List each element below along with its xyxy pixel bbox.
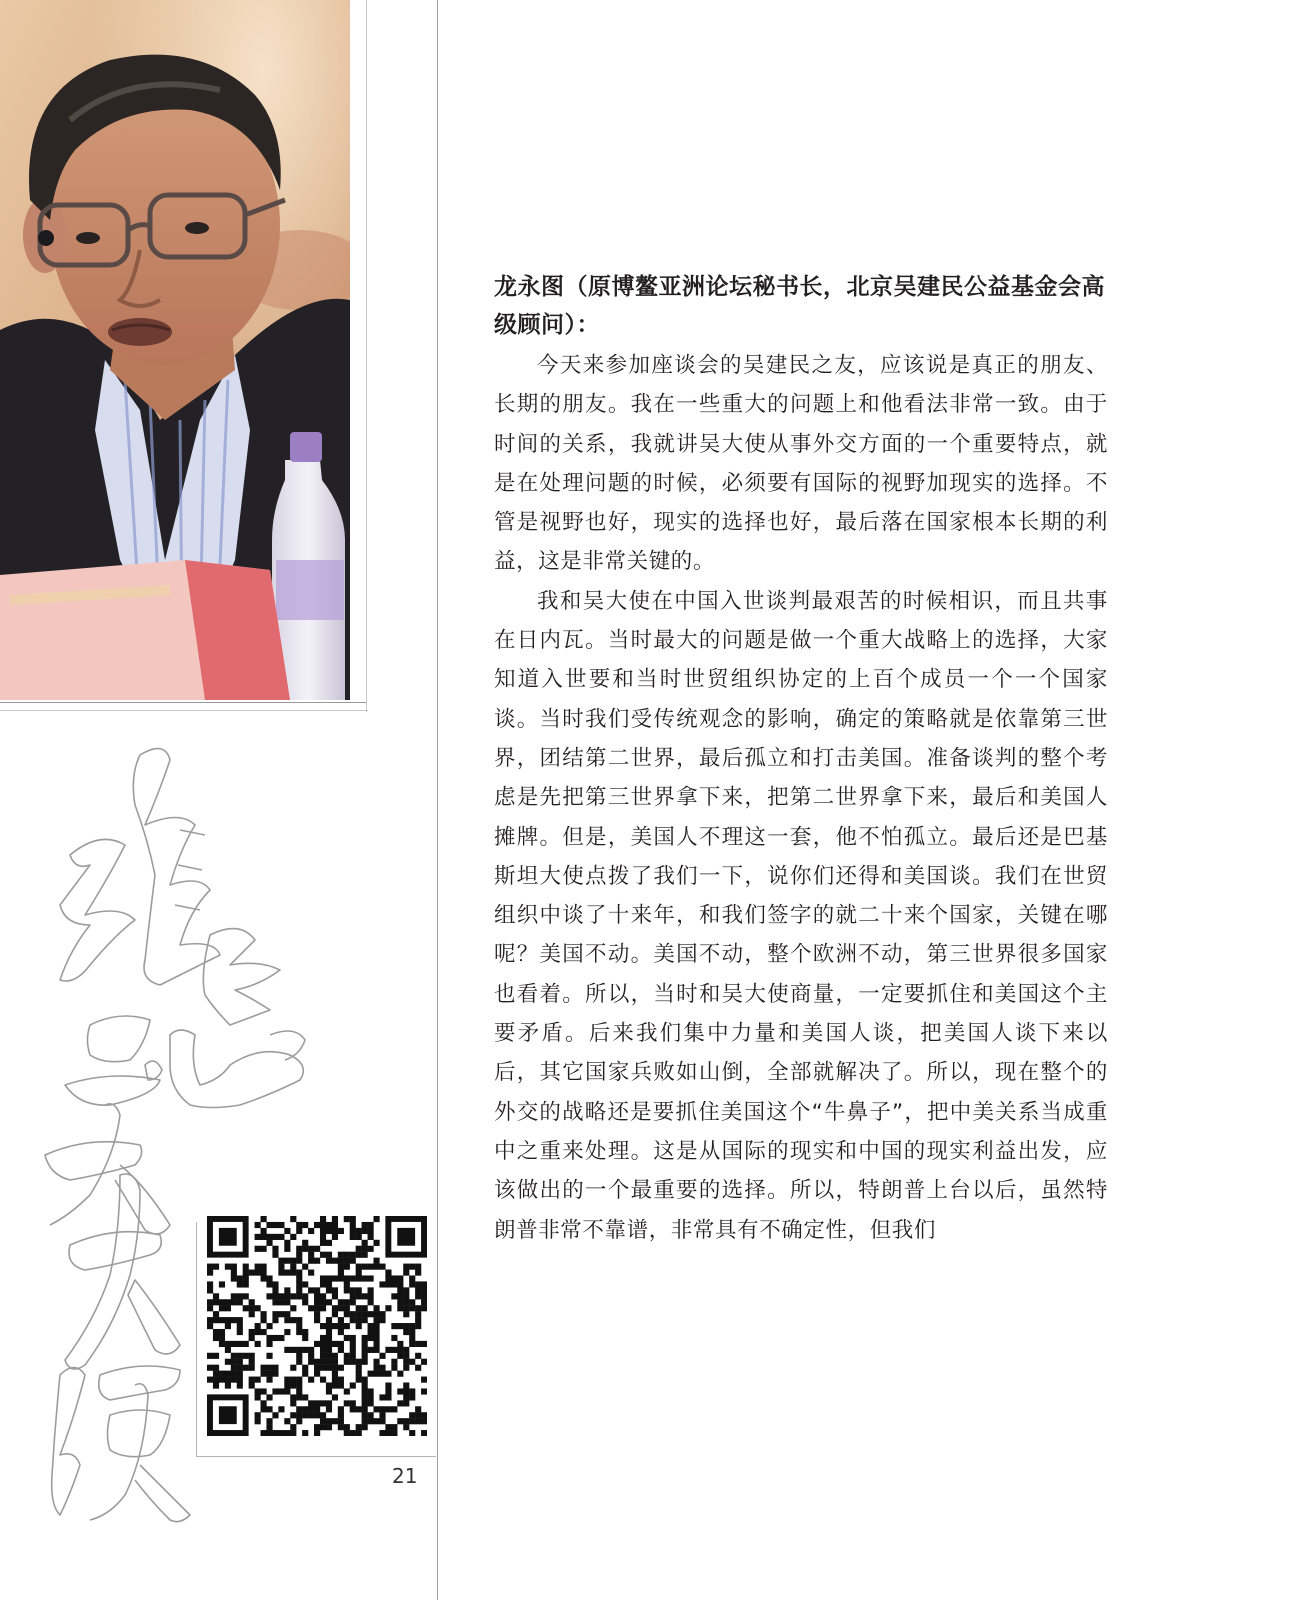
photo-frame-side (366, 0, 367, 712)
column-rule (437, 0, 438, 1600)
qr-code[interactable] (207, 1216, 427, 1436)
footer-rule-vertical (196, 1222, 197, 1456)
article-heading: 龙永图（原博鳌亚洲论坛秘书长，北京吴建民公益基金会高级顾问）： (494, 274, 1105, 338)
article-paragraph: 今天来参加座谈会的吴建民之友，应该说是真正的朋友、长期的朋友。我在一些重大的问题上和他看法非常一致。由于时间的关系，我就讲吴大使从事外交方面的一个重要特点，就是在处理问题的时候，必须要有国际的视野加现实的选择。不管是视野也好，现实的选择也好，最后落在国家根本长期的利益，这是非常关键的。 (494, 353, 1108, 575)
page-number: 21 (392, 1464, 418, 1488)
photo-frame-line (0, 702, 366, 703)
article-paragraph: 我和吴大使在中国入世谈判最艰苦的时候相识，而且共事在日内瓦。当时最大的问题是做一个重大战略上的选择，大家知道入世要和当时世贸组织协定的上百个成员一个一个国家谈。当时我们受传统观念的影响，确定的策略就是依靠第三世界，团结第二世界，最后孤立和打击美国。准备谈判的整个考虑是先把第三世界拿下来，把第二世界拿下来，最后和美国人摊牌。但是，美国人不理这一套，他不怕孤立。最后还是巴基斯坦大使点拨了我们一下，说你们还得和美国谈。我们在世贸组织中谈了十来年，和我们签字的就二十来个国家，关键在哪呢？美国不动。美国不动，整个欧洲不动，第三世界很多国家也看着。所以，当时和吴大使商量，一定要抓住和美国这个主要矛盾。后来我们集中力量和美国人谈，把美国人谈下来以后，其它国家兵败如山倒，全部就解决了。所以，现在整个的外交的战略还是要抓住美国这个“牛鼻子”，把中美关系当成重中之重来处理。这是从国际的现实和中国的现实利益出发，应该做出的一个最重要的选择。所以，特朗普上台以后，虽然特朗普非常不靠谱，非常具有不确定性，但我们 (494, 588, 1108, 1243)
photo-frame-line-secondary (0, 710, 368, 711)
qr-code-graphic (207, 1216, 427, 1436)
article (494, 268, 1108, 1250)
speaker-photo (0, 0, 350, 700)
footer-rule-horizontal (196, 1456, 436, 1457)
